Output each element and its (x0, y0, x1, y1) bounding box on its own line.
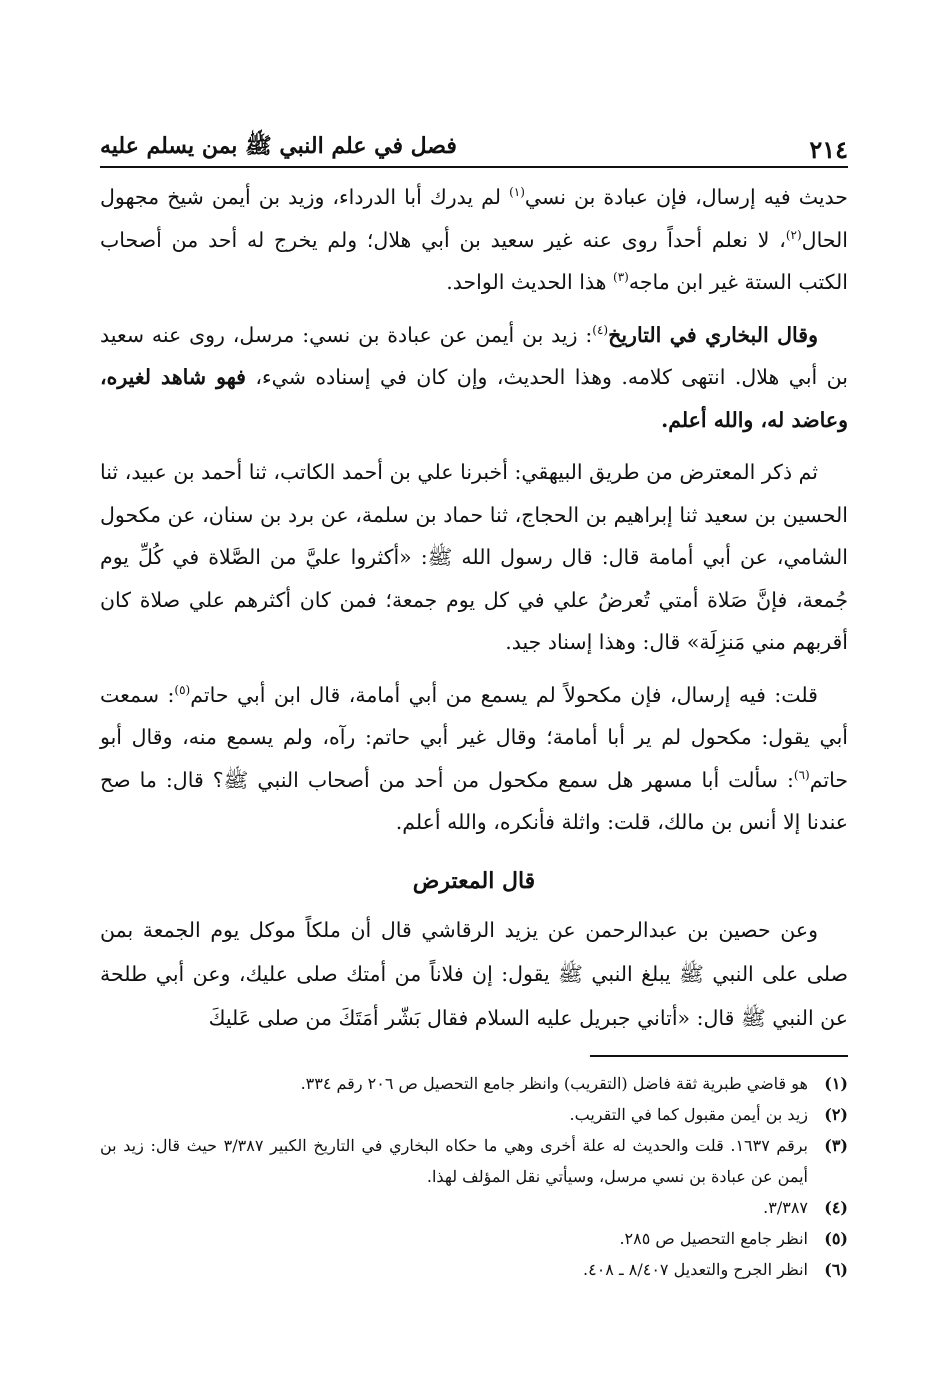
paragraph-1: حديث فيه إرسال، فإن عبادة بن نسي$^{(١)}$ لم يدرك أبا الدرداء، وزيد بن أيمن شيخ مجهول الحال$^{(٢)}$، لا نعلم أحداً روى عنه غير سعيد بن أبي هلال؛ ولم يخرج له أحد من أصحاب الكتب الستة غير ابن ماجه$^{(٣)}$ هذا الحديث الواحد. (100, 185, 848, 294)
footnote-number: (٤) (824, 1198, 848, 1217)
page-header (100, 124, 848, 164)
footnotes (100, 1068, 848, 1285)
footnote-2 (100, 1099, 848, 1130)
section-heading: قال المعترض (412, 868, 536, 894)
footnote-text: انظر الجرح والتعديل ٨/٤٠٧ ـ ٤٠٨. (583, 1260, 808, 1279)
footnote-number: (٦) (824, 1260, 848, 1279)
footnote-number: (٣) (824, 1136, 848, 1155)
footnote-text: زيد بن أيمن مقبول كما في التقريب. (569, 1105, 808, 1124)
section-text (100, 908, 848, 1040)
footnote-text: ٣/٣٨٧. (763, 1198, 808, 1217)
footnote-3 (100, 1130, 848, 1192)
footnote-1 (100, 1068, 848, 1099)
footnote-5 (100, 1223, 848, 1254)
footnote-text: انظر جامع التحصيل ص ٢٨٥. (619, 1229, 808, 1248)
footnote-text: برقم ١٦٣٧. قلت والحديث له علة أخرى وهي ما حكاه البخاري في التاريخ الكبير ٣/٣٨٧ حيث قال: زيد بن أيمن عن عبادة بن نسي مرسل، وسيأتي نقل المؤلف لهذا. (100, 1136, 809, 1186)
footnote-ref-1[interactable]: (١) (509, 185, 525, 200)
footnote-number: (١) (824, 1074, 848, 1093)
footnote-ref-2[interactable]: (٢) (785, 227, 802, 242)
footnote-number: (٥) (824, 1229, 848, 1248)
bukhari-lead: وقال البخاري في التاريخ (608, 322, 818, 347)
footnote-text: هو قاضي طبرية ثقة فاضل (التقريب) وانظر جامع التحصيل ص ٢٠٦ رقم ٣٣٤. (300, 1074, 808, 1093)
footnote-ref-5[interactable]: (٥) (174, 682, 191, 697)
paragraph-2: وقال البخاري في التاريخ$^{(٤)}$: زيد بن أيمن عن عبادة بن نسي: مرسل، روى عنه سعيد بن أبي هلال. انتهى كلامه. وهذا الحديث، وإن كان في إسناده شيء، فهو شاهد لغيره، وعاضد له، والله أعلم. (100, 322, 848, 432)
paragraph-3: ثم ذكر المعترض من طريق البيهقي: أخبرنا علي بن أحمد الكاتب، ثنا أحمد بن عبيد، ثنا الحسين بن سعيد ثنا إبراهيم بن الحجاج، ثنا حماد بن سلمة، عن برد بن سنان، عن مكحول الشامي، عن أبي أمامة قال: قال رسول الله ﷺ: «أكثروا عليَّ من الصَّلاة في كُلِّ يوم جُمعة، فإنَّ صَلاة أمتي تُعرضُ علي في كل يوم جمعة؛ فمن كان أكثرهم علي صلاة كان أقربهم مني مَنزِلَة» قال: وهذا إسناد جيد. (100, 460, 848, 654)
footnote-6 (100, 1254, 848, 1285)
footnote-ref-6[interactable]: (٦) (793, 767, 810, 782)
page-number: ٢١٤ (809, 135, 848, 164)
footnote-ref-3[interactable]: (٣) (613, 270, 629, 285)
footnote-rule (590, 1055, 848, 1057)
emphasis-text: فهو شاهد لغيره، وعاضد له، والله أعلم. (100, 365, 848, 432)
header-rule (100, 166, 848, 168)
footnote-number: (٢) (824, 1105, 848, 1124)
footnote-4 (100, 1192, 848, 1223)
running-title: فصل في علم النبي ﷺ بمن يسلم عليه (100, 133, 457, 159)
footnote-ref-4[interactable]: (٤) (592, 322, 609, 337)
section-paragraph: وعن حصين بن عبدالرحمن عن يزيد الرقاشي قال أن ملكاً موكل يوم الجمعة بمن صلى على النبي ﷺ يبلغ النبي ﷺ يقول: إن فلاناً من أمتك صلى عليك، وعن أبي طلحة عن النبي ﷺ قال: «أتاني جبريل عليه السلام فقال بَشّر أمَتَكَ من صلى عَليكَ (100, 918, 848, 1030)
paragraph-4: قلت: فيه إرسال، فإن مكحولاً لم يسمع من أبي أمامة، قال ابن أبي حاتم$^{(٥)}$: سمعت أبي يقول: مكحول لم ير أبا أمامة؛ وقال غير أبي حاتم: رآه، ولم يسمع منه، وقال أبو حاتم$^{(٦)}$: سألت أبا مسهر هل سمع مكحول من أحد من أصحاب النبي ﷺ؟ قال: ما صح عندنا إلا أنس بن مالك، قلت: واثلة فأنكره، والله أعلم. (100, 682, 848, 834)
main-text (100, 176, 848, 854)
